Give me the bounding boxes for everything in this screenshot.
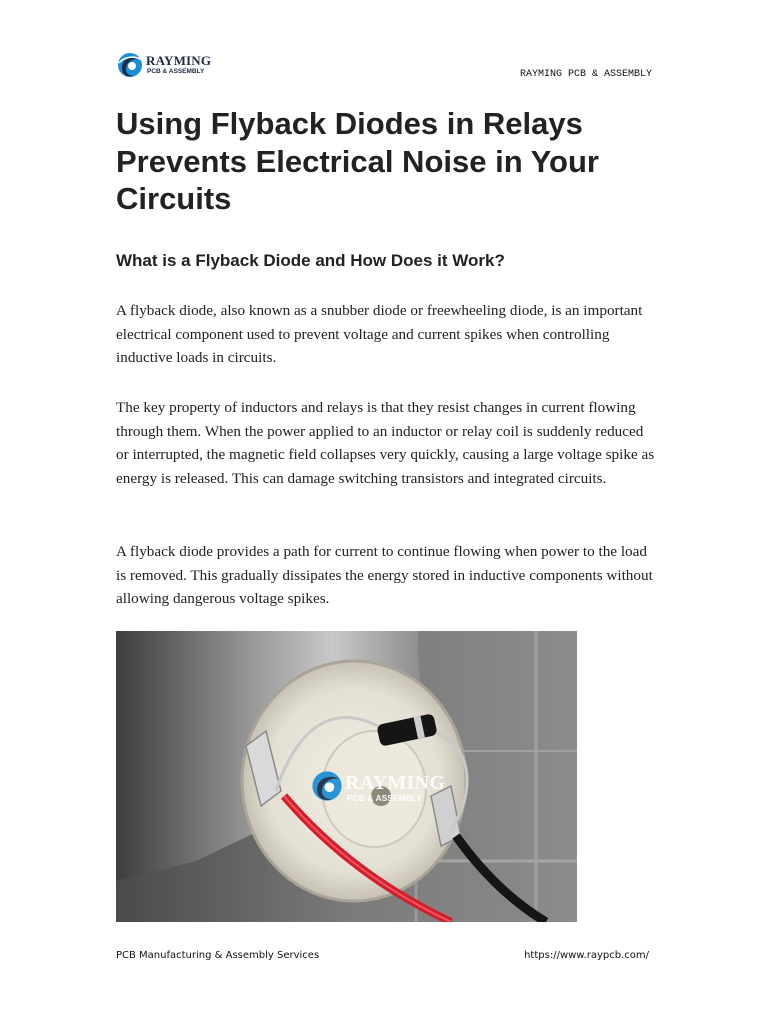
watermark-logo-icon: [310, 769, 344, 803]
watermark-subtitle: PCB & ASSEMBLY: [347, 793, 422, 803]
rayming-logo: [116, 50, 226, 80]
article-title: Using Flyback Diodes in Relays Prevents Electrical Noise in Your Circuits: [116, 106, 599, 216]
page-header: [116, 50, 652, 82]
flyback-diode-photo: [116, 631, 577, 922]
watermark-name: RAYMING: [345, 772, 446, 794]
logo-name: RAYMING: [146, 53, 212, 68]
rayming-logo-icon: [116, 51, 144, 79]
footer-services: PCB Manufacturing & Assembly Services: [116, 950, 320, 961]
logo-subtitle: PCB & ASSEMBLY: [147, 68, 205, 75]
paragraph-2: The key property of inductors and relays is that they resist changes in current flowing through them. When the power applied to an inductor or relay coil is suddenly reduced or interrupted, the magnetic field collapses very quickly, causing a large voltage spike as energy is released. This can damage switching transistors and integrated circuits.: [116, 399, 655, 487]
section-heading: What is a Flyback Diode and How Does it Work?: [116, 251, 505, 270]
header-company-name: RAYMING PCB & ASSEMBLY: [519, 69, 652, 80]
footer-url-link[interactable]: https://www.raypcb.com/: [524, 950, 649, 961]
paragraph-3: A flyback diode provides a path for current to continue flowing when power to the load is removed. This gradually dissipates the energy stored in inductive components without allowing dangerous voltage spikes.: [116, 543, 653, 607]
paragraph-1: A flyback diode, also known as a snubber diode or freewheeling diode, is an important electrical component used to prevent voltage and current spikes when controlling inductive loads in circuits.: [116, 302, 643, 366]
